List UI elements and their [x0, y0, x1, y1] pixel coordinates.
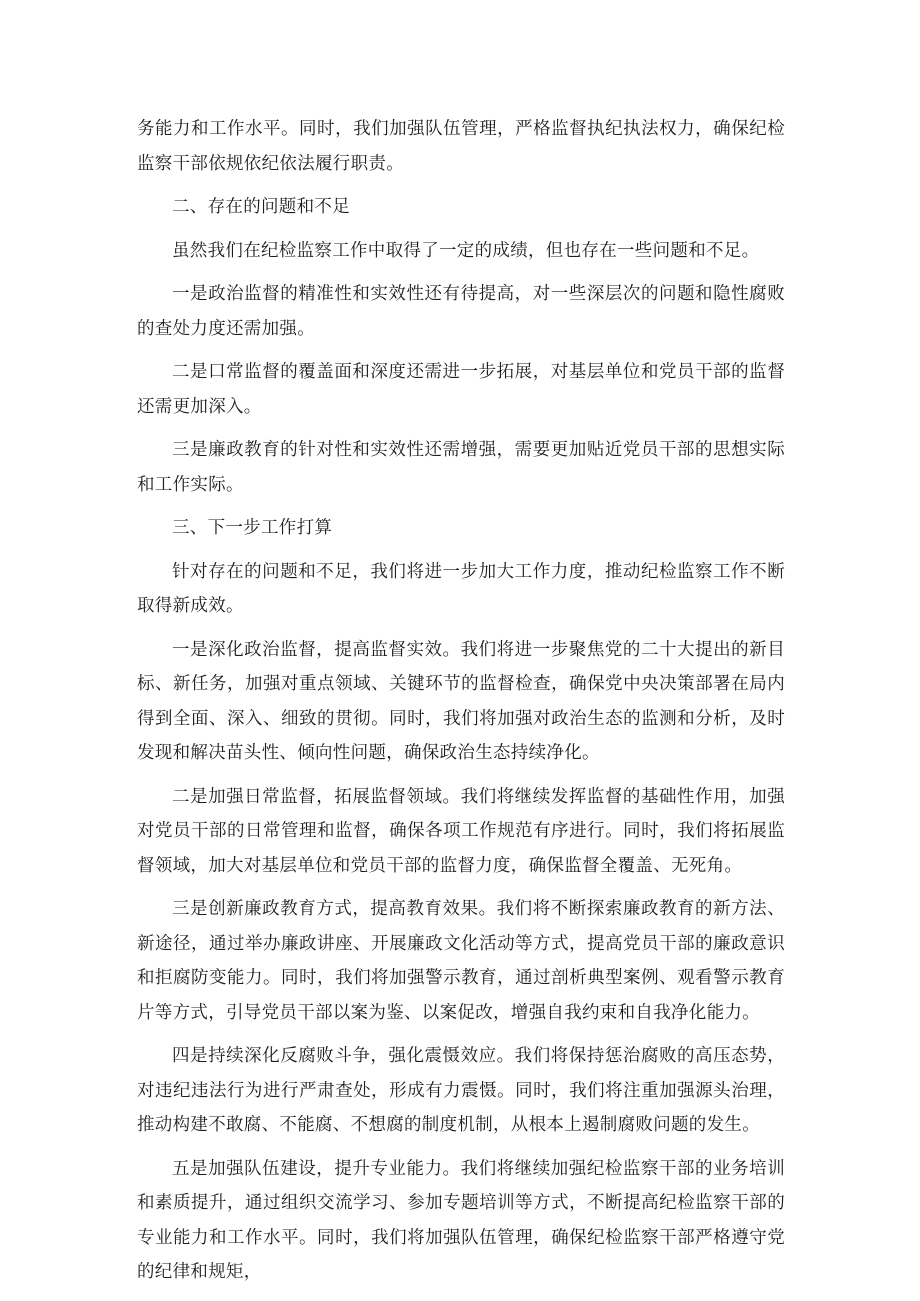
paragraph-plan-1: 一是深化政治监督，提高监督实效。我们将进一步聚焦党的二十大提出的新目标、新任务，加强对重点领域、关键环节的监督检查，确保党中央决策部署在局内得到全面、深入、细致的贯彻。同时，我们将加强对政治生态的监测和分析，及时发现和解决苗头性、倾向性问题，确保政治生态持续净化。	[137, 639, 785, 763]
document-body	[137, 112, 785, 1299]
paragraph-continuation: 务能力和工作水平。同时，我们加强队伍管理，严格监督执纪执法权力，确保纪检监察干部依规依纪依法履行职责。	[137, 119, 785, 174]
section-heading-next-steps: 三、下一步工作打算	[172, 518, 333, 538]
paragraph-plan-5: 五是加强队伍建设，提升专业能力。我们将继续加强纪检监察干部的业务培训和素质提升，通过组织交流学习、参加专题培训等方式，不断提高纪检监察干部的专业能力和工作水平。同时，我们将加强队伍管理，确保纪检监察干部严格遵守党的纪律和规矩，	[137, 1158, 785, 1282]
paragraph-plan-4: 四是持续深化反腐败斗争，强化震慑效应。我们将保持惩治腐败的高压态势，对违纪违法行为进行严肃查处，形成有力震慑。同时，我们将注重加强源头治理，推动构建不敢腐、不能腐、不想腐的制度机制，从根本上遏制腐败问题的发生。	[137, 1046, 785, 1135]
paragraph-problems-intro: 虽然我们在纪检监察工作中取得了一定的成绩，但也存在一些问题和不足。	[172, 240, 760, 261]
paragraph-problem-2: 二是口常监督的覆盖面和深度还需进一步拓展，对基层单位和党员干部的监督还需更加深入。	[137, 362, 785, 417]
paragraph-plan-3: 三是创新廉政教育方式，提高教育效果。我们将不断探索廉政教育的新方法、新途径，通过举办廉政讲座、开展廉政文化活动等方式，提高党员干部的廉政意识和拒腐防变能力。同时，我们将加强警示教育，通过剖析典型案例、观看警示教育片等方式，引导党员干部以案为鉴、以案促改，增强自我约束和自我净化能力。	[137, 899, 785, 1023]
paragraph-problem-3: 三是廉政教育的针对性和实效性还需增强，需要更加贴近党员干部的思想实际和工作实际。	[137, 440, 785, 495]
paragraph-next-steps-intro: 针对存在的问题和不足，我们将进一步加大工作力度，推动纪检监察工作不断取得新成效。	[137, 561, 785, 616]
paragraph-problem-1: 一是政治监督的精准性和实效性还有待提高，对一些深层次的问题和隐性腐败的查处力度还需加强。	[137, 284, 785, 339]
section-heading-problems: 二、存在的问题和不足	[172, 197, 350, 217]
paragraph-plan-2: 二是加强日常监督，拓展监督领域。我们将继续发挥监督的基础性作用，加强对党员干部的日常管理和监督，确保各项工作规范有序进行。同时，我们将拓展监督领域，加大对基层单位和党员干部的监督力度，确保监督全覆盖、无死角。	[137, 786, 785, 876]
